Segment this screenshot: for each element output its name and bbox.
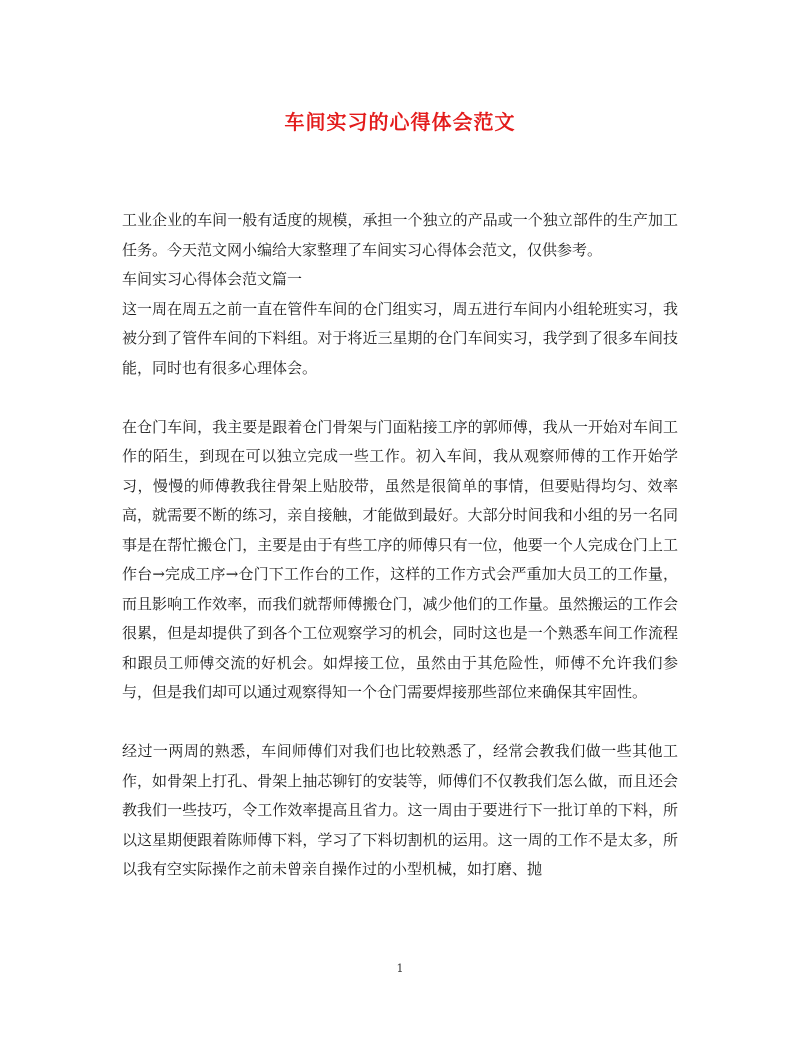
document-body xyxy=(122,206,678,885)
document-title: 车间实习的心得体会范文 xyxy=(284,110,516,134)
intro-paragraph: 工业企业的车间一般有适度的规模，承担一个独立的产品或一个独立部件的生产加工任务。今天范文网小编给大家整理了车间实习心得体会范文，仅供参考。 xyxy=(122,211,678,259)
page-number: 1 xyxy=(396,962,404,975)
body-paragraph-2: 在仓门车间，我主要是跟着仓门骨架与门面粘接工序的郭师傅，我从一开始对车间工作的陌生，到现在可以独立完成一些工作。初入车间，我从观察师傅的工作开始学习，慢慢的师傅教我往骨架上贴胶带，虽然是很简单的事情，但要贴得均匀、效率高，就需要不断的练习，亲自接触，才能做到最好。大部分时间我和小组的另一名同事是在帮忙搬仓门，主要是由于有些工序的师傅只有一位，他要一个人完成仓门上工作台→完成工序→仓门下工作台的工作，这样的工作方式会严重加大员工的工作量，而且影响工作效率，而我们就帮师傅搬仓门，减少他们的工作量。虽然搬运的工作会很累，但是却提供了到各个工位观察学习的机会，同时这也是一个熟悉车间工作流程和跟员工师傅交流的好机会。如焊接工位，虽然由于其危险性，师傅不允许我们参与，但是我们却可以通过观察得知一个仓门需要焊接那些部位来确保其牢固性。 xyxy=(122,417,678,701)
section-heading: 车间实习心得体会范文篇一 xyxy=(122,270,303,288)
paragraph-gap xyxy=(122,708,678,738)
body-paragraph-3: 经过一两周的熟悉，车间师傅们对我们也比较熟悉了，经常会教我们做一些其他工作，如骨架上打孔、骨架上抽芯铆钉的安装等，师傅们不仅教我们怎么做，而且还会教我们一些技巧，令工作效率提高且省力。这一周由于要进行下一批订单的下料，所以这星期便跟着陈师傅下料，学习了下料切割机的运用。这一周的工作不是太多，所以我有空实际操作之前未曾亲自操作过的小型机械，如打磨、抛 xyxy=(122,742,678,878)
body-paragraph-1: 这一周在周五之前一直在管件车间的仓门组实习，周五进行车间内小组轮班实习，我被分到了管件车间的下料组。对于将近三星期的仓门车间实习，我学到了很多车间技能，同时也有很多心理体会。 xyxy=(122,299,678,377)
paragraph-gap xyxy=(122,383,678,413)
